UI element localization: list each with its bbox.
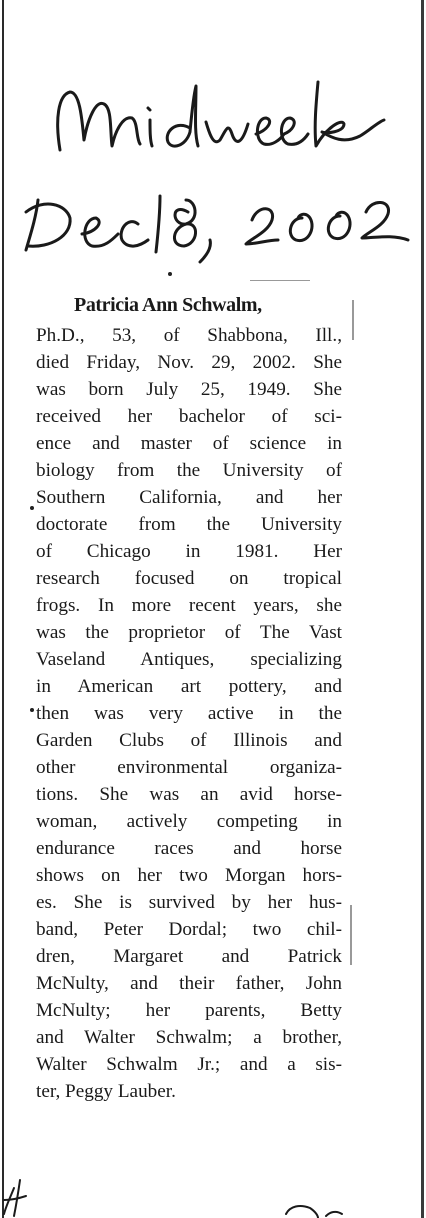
obituary-line: was born July 25, 1949. She [36,379,342,400]
obituary-line: McNulty; her parents, Betty [36,1000,342,1021]
obituary-line: dren, Margaret and Patrick [36,946,342,967]
obituary-line: ter, Peggy Lauber. [36,1081,176,1102]
scan-dot [168,272,172,276]
obituary-line: biology from the University of [36,460,342,481]
obituary-line: tions. She was an avid horse- [36,784,342,805]
scan-dot [30,708,34,712]
obituary-line: endurance races and horse [36,838,342,859]
obituary-line: doctorate from the University [36,514,342,535]
obituary-line: other environmental organiza- [36,757,342,778]
obituary-line: Vaseland Antiques, specializing [36,649,342,670]
obituary-line: Southern California, and her [36,487,342,508]
obituary-line: of Chicago in 1981. Her [36,541,342,562]
obituary-line: McNulty, and their father, John [36,973,342,994]
obituary-clipping [36,292,342,1105]
obituary-line: shows on her two Morgan hors- [36,865,342,886]
scan-speck [352,300,354,340]
obituary-line: Ph.D., 53, of Shabbona, Ill., [36,325,342,346]
scan-speck [350,905,352,965]
obituary-line: frogs. In more recent years, she [36,595,342,616]
obituary-line: in American art pottery, and [36,676,342,697]
obituary-line: ence and master of science in [36,433,342,454]
scan-dot [30,506,34,510]
handwritten-publication [46,50,408,157]
obituary-body [36,322,342,1105]
handwritten-date [21,164,426,257]
obituary-line: then was very active in the [36,703,342,724]
obituary-name: Patricia Ann Schwalm, [74,294,262,316]
obituary-line: was the proprietor of The Vast [36,622,342,643]
obituary-line: received her bachelor of sci- [36,406,342,427]
obituary-line: Garden Clubs of Illinois and [36,730,342,751]
obituary-line: and Walter Schwalm; a brother, [36,1027,342,1048]
obituary-line: band, Peter Dordal; two chil- [36,919,342,940]
obituary-line: Walter Schwalm Jr.; and a sis- [36,1054,342,1075]
scan-speck [250,280,310,281]
obituary-line: es. She is survived by her hus- [36,892,342,913]
obituary-line: died Friday, Nov. 29, 2002. She [36,352,342,373]
obituary-line: woman, actively competing in [36,811,342,832]
obituary-line: research focused on tropical [36,568,342,589]
left-clipping-edge [2,0,4,1218]
